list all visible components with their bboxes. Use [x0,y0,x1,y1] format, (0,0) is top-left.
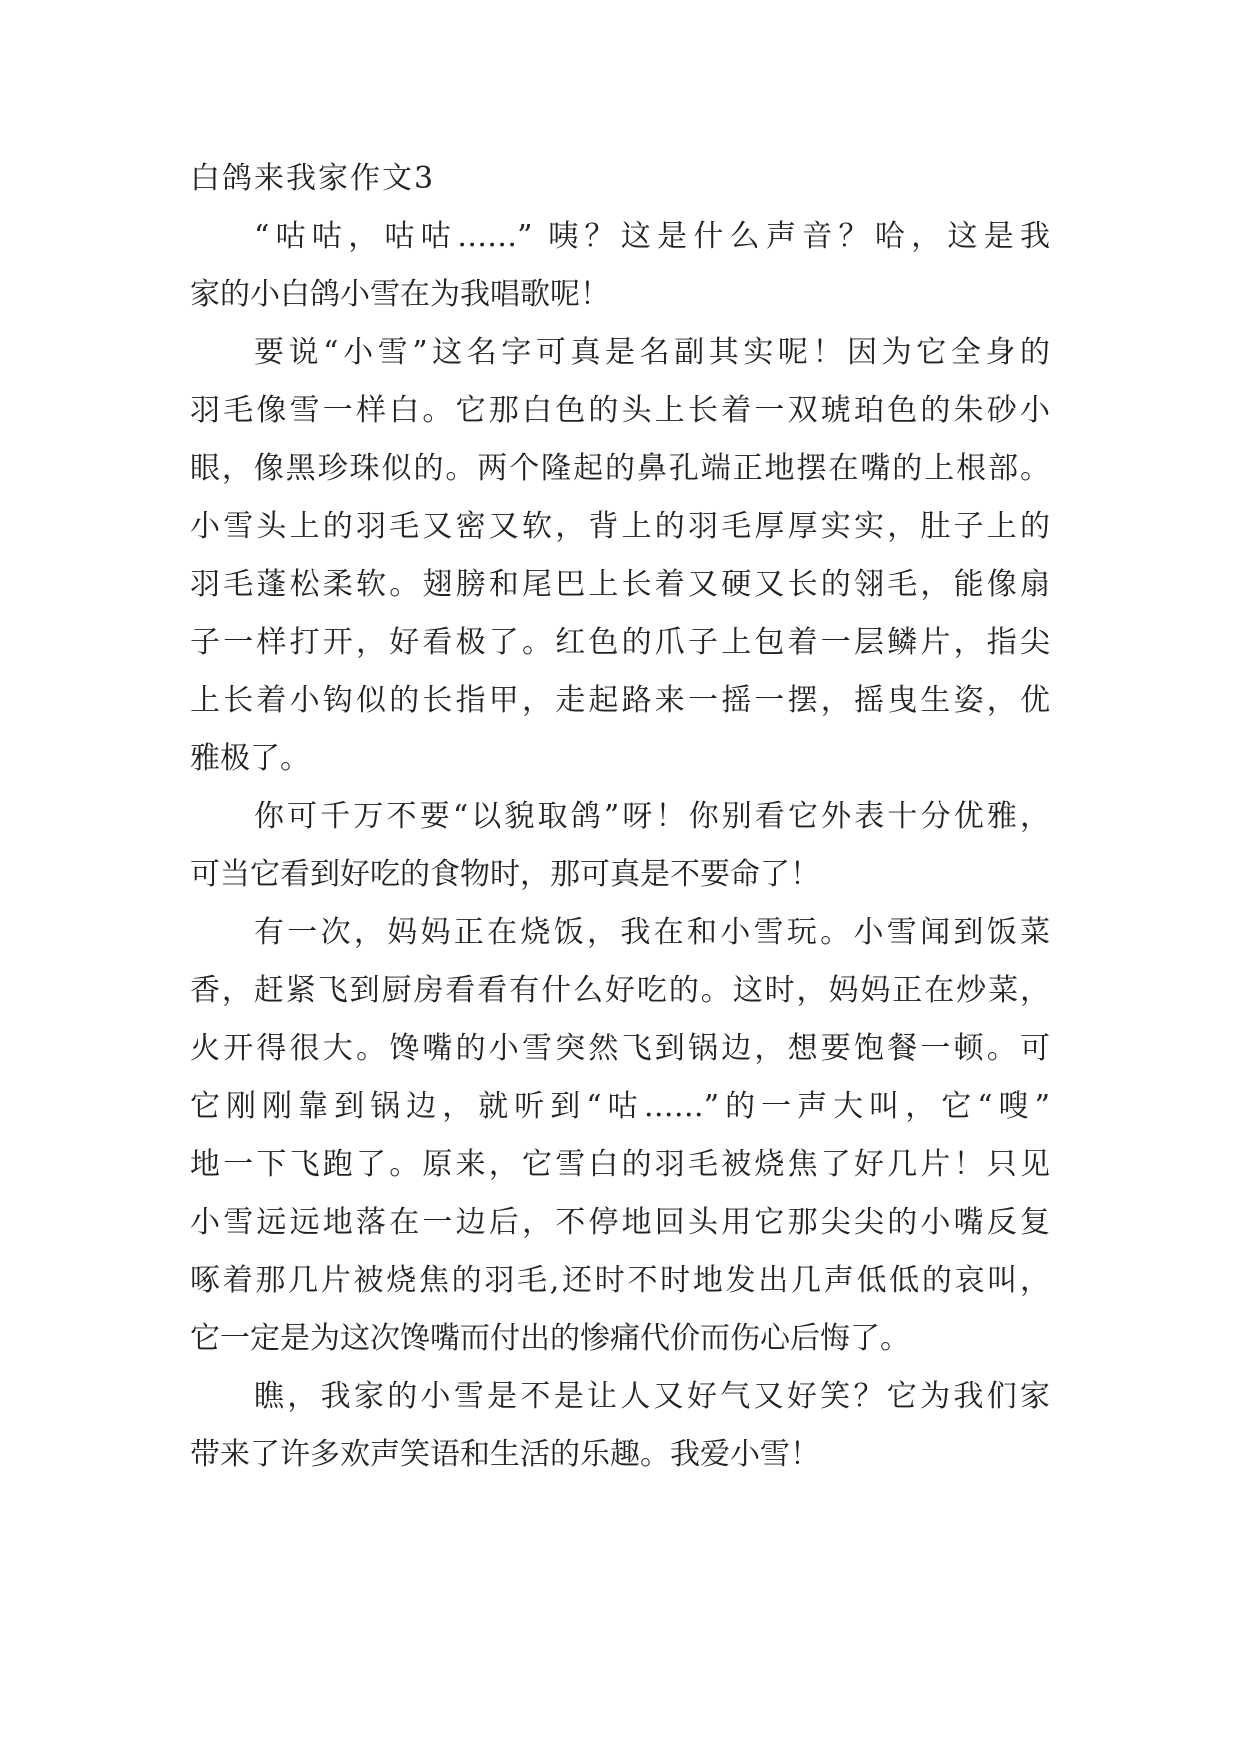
paragraph-line: 子一样打开，好看极了。红色的爪子上包着一层鳞片，指尖 [190,625,1050,660]
paragraph-line: 香，赶紧飞到厨房看看有什么好吃的。这时，妈妈正在炒菜， [190,973,1050,1008]
paragraph-line: 小雪头上的羽毛又密又软，背上的羽毛厚厚实实，肚子上的 [190,509,1050,544]
paragraph-line: 可当它看到好吃的食物时，那可真是不要命了！ [190,857,820,892]
paragraph-line: 地一下飞跑了。原来，它雪白的羽毛被烧焦了好几片！只见 [190,1147,1050,1182]
paragraph-line: 瞧，我家的小雪是不是让人又好气又好笑？它为我们家 [254,1379,1050,1414]
paragraph-2 [190,324,1050,788]
paragraph-line: 羽毛像雪一样白。它那白色的头上长着一双琥珀色的朱砂小 [190,393,1050,428]
paragraph-line: 家的小白鸽小雪在为我唱歌呢！ [190,277,610,312]
paragraph-line: 带来了许多欢声笑语和生活的乐趣。我爱小雪！ [190,1437,820,1472]
paragraph-line: “咕咕，咕咕……” 咦？这是什么声音？哈，这是我 [254,219,1050,254]
paragraph-line: 它刚刚靠到锅边，就听到“咕……”的一声大叫，它“嗖” [190,1089,1050,1124]
paragraph-line: 它一定是为这次馋嘴而付出的惨痛代价而伤心后悔了。 [190,1321,910,1356]
paragraph-line: 你可千万不要“以貌取鸽”呀！你别看它外表十分优雅， [254,799,1050,834]
paragraph-4 [190,904,1050,1368]
paragraph-line: 火开得很大。馋嘴的小雪突然飞到锅边，想要饱餐一顿。可 [190,1031,1050,1066]
paragraph-line: 眼，像黑珍珠似的。两个隆起的鼻孔端正地摆在嘴的上根部。 [190,451,1050,486]
paragraph-line: 上长着小钩似的长指甲，走起路来一摇一摆，摇曳生姿，优 [190,683,1050,718]
paragraph-line: 羽毛蓬松柔软。翅膀和尾巴上长着又硬又长的翎毛，能像扇 [190,567,1050,602]
paragraph-3 [190,788,1050,904]
paragraph-line: 有一次，妈妈正在烧饭，我在和小雪玩。小雪闻到饭菜 [254,915,1050,950]
paragraph-line: 要说“小雪”这名字可真是名副其实呢！因为它全身的 [254,335,1050,370]
document-page [190,150,1050,1484]
paragraph-1 [190,208,1050,324]
paragraph-line: 雅极了。 [190,741,310,776]
paragraph-line: 小雪远远地落在一边后，不停地回头用它那尖尖的小嘴反复 [190,1205,1050,1240]
paragraph-line: 啄着那几片被烧焦的羽毛,还时不时地发出几声低低的哀叫， [190,1263,1050,1298]
paragraph-5 [190,1368,1050,1484]
document-title: 白鸽来我家作文3 [190,161,436,196]
